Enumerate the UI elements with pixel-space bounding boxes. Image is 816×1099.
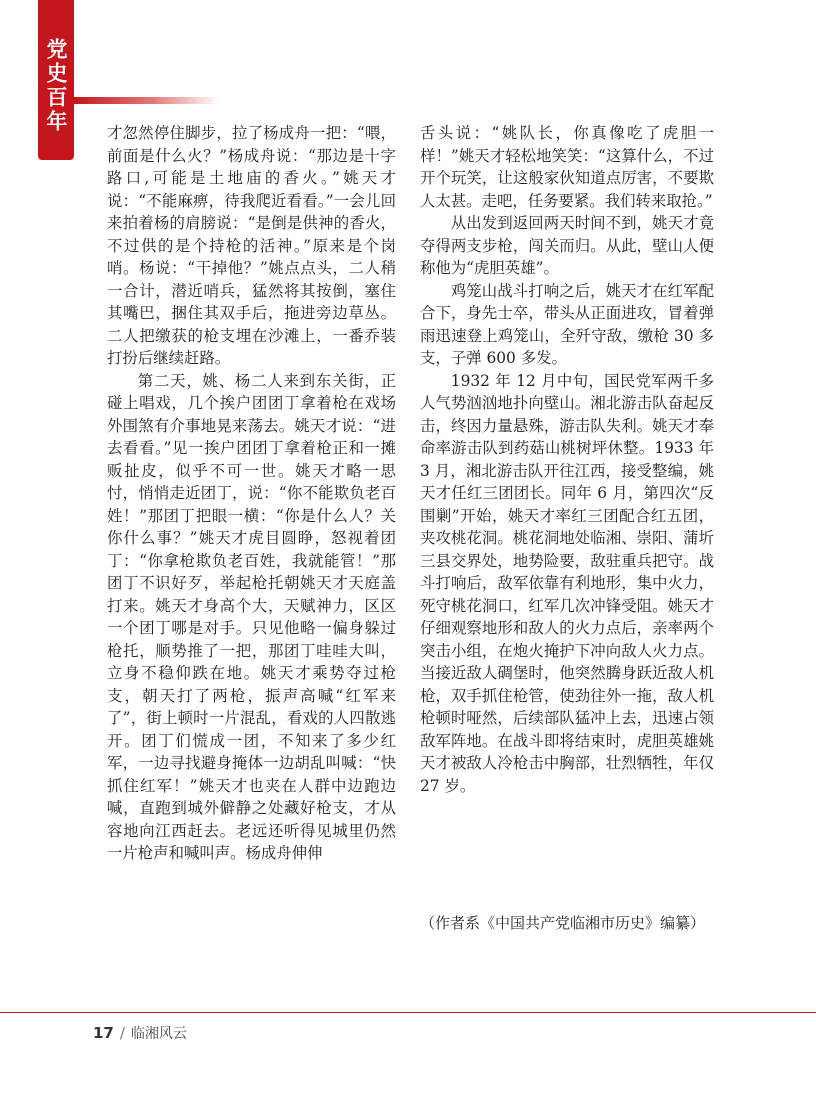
footer-rule bbox=[0, 1012, 816, 1013]
page-number: 17 bbox=[93, 1024, 114, 1042]
paragraph: 才忽然停住脚步，拉了杨成舟一把：“喂，前面是什么火？”杨成舟说：“那边是十字路口,可能是土地庙的香火。”姚天才说：“不能麻痹，待我爬近看看。”一会儿回来拍着杨的肩膀说：“是倒是供神的香火，不过供的是个持枪的活神。”原来是个岗哨。杨说：“干掉他？”姚点点头，二人稍一合计，潜近哨兵，猛然将其按倒，塞住其嘴巴，捆住其双手后，拖进旁边草丛。二人把缴获的枪支埋在沙滩上，一番乔装打扮后继续赶路。 bbox=[107, 124, 396, 367]
header-accent-band bbox=[74, 97, 219, 104]
footer-separator: / bbox=[119, 1024, 125, 1042]
paragraph: 第二天，姚、杨二人来到东关街，正碰上唱戏，几个挨户团团丁拿着枪在戏场外围煞有介事地晃来荡去。姚天才说：“进去看看。”见一挨户团团丁拿着枪正和一摊贩扯皮，似乎不可一世。姚天才略一思忖，悄悄走近团丁，说：“你不能欺负老百姓！”那团丁把眼一横：“你是什么人？关你什么事？”姚天才虎目圆睁，怒视着团丁：“你拿枪欺负老百姓，我就能管！”那团丁不识好歹，举起枪托朝姚天才天庭盖打来。姚天才身高个大，天赋神力，区区一个团丁哪是对手。只见他略一偏身躲过枪托，顺势推了一把，那团丁哇哇大叫，立身不稳仰跌在地。姚天才乘势夺过枪支，朝天打了两枪，振声高喊“红军来了”，街上顿时一片混乱，看戏的人四散逃开。团丁们慌成一团，不知来了多少红军，一边寻找避身掩体一边胡乱叫喊：“快抓住红军！”姚天才也夹在人群中边跑边喊，直跑到城外僻静之处藏好枪支，才从容地向江西赶去。老远还听得见城里仍然一片枪声和喊叫声。杨成舟伸伸 bbox=[107, 371, 396, 862]
section-tab-label: 党史百年 bbox=[44, 38, 69, 134]
paragraph: 鸡笼山战斗打响之后，姚天才在红军配合下，身先士卒，带头从正面进攻，冒着弹雨迅速登上鸡笼山，全歼守敌，缴枪 30 多支，子弹 600 多发。 bbox=[420, 281, 714, 367]
paragraph: 舌头说：“姚队长，你真像吃了虎胆一样！”姚天才轻松地笑笑：“这算什么，不过开个玩笑，让这般家伙知道点厉害，不要欺人太甚。走吧，任务要紧。我们转来取抢。” bbox=[420, 124, 714, 210]
author-credit: （作者系《中国共产党临湘市历史》编纂） bbox=[420, 914, 706, 932]
publication-name: 临湘风云 bbox=[130, 1026, 187, 1042]
paragraph: 从出发到返回两天时间不到，姚天才竟夺得两支步枪，闯关而归。从此，壁山人便称他为“虎胆英雄”。 bbox=[420, 214, 714, 277]
section-tab bbox=[38, 0, 74, 160]
page-footer bbox=[93, 1023, 187, 1043]
paragraph: 1932 年 12 月中旬，国民党军两千多人气势汹汹地扑向壁山。湘北游击队奋起反击，终因力量悬殊，游击队失利。姚天才奉命率游击队到药菇山桃树坪休整。1933 年 3 月，湘北游击队开往江西，接受整编，姚天才任红三团团长。同年 6 月，第四次“反围剿”开始，姚天才率红三团配合红五团，夹攻桃花洞。桃花洞地处临湘、崇阳、蒲圻三县交界处，地势险要，敌驻重兵把守。战斗打响后，敌军依靠有利地形，集中火力，死守桃花洞口，红军几次冲锋受阻。姚天才仔细观察地形和敌人的火力点后，亲率两个突击小组，在炮火掩护下冲向敌人火力点。当接近敌人碉堡时，他突然腾身跃近敌人机枪，双手抓住枪管，使劲往外一拖，敌人机枪顿时哑然，后续部队猛冲上去，迅速占领敌军阵地。在战斗即将结束时，虎胆英雄姚天才被敌人冷枪击中胸部，壮烈牺牲，年仅 27 岁。 bbox=[420, 371, 714, 795]
article-column-left bbox=[107, 122, 396, 865]
article-column-right bbox=[420, 122, 714, 797]
